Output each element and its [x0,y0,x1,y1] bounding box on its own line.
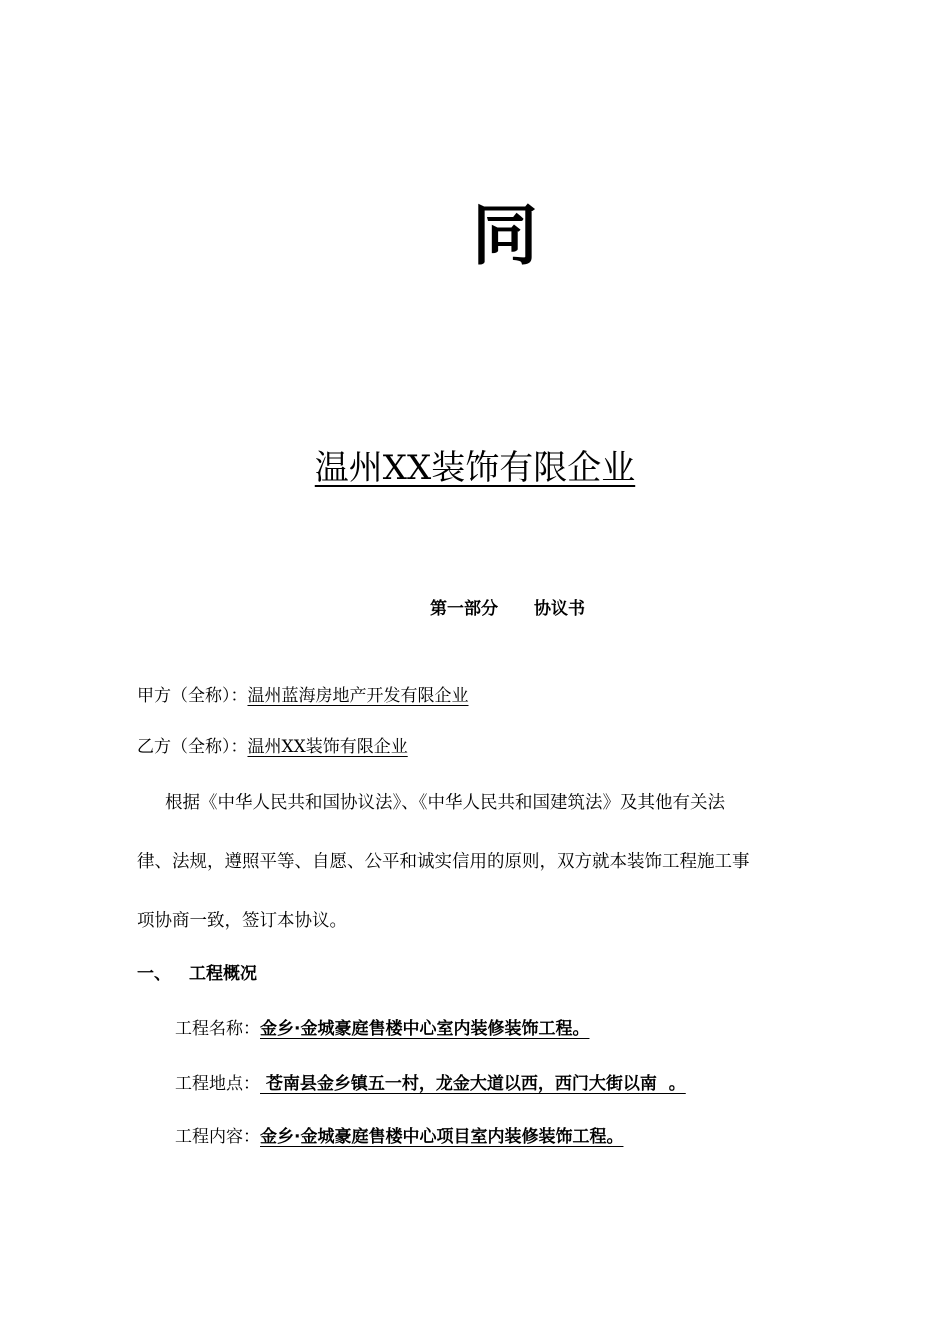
party-a-label: 甲方（全称）： [137,686,248,706]
project-content-line [175,1124,623,1150]
project-location-label: 工程地点： [175,1074,260,1094]
party-b-value: 温州XX装饰有限企业 [247,737,408,757]
intro-line-3: 项协商一致，签订本协议。 [137,911,347,931]
project-content-label: 工程内容： [175,1127,260,1147]
intro-line-2: 律、法规，遵照平等、自愿、公平和诚实信用的原则，双方就本装饰工程施工事 [137,852,750,872]
party-a-line [137,683,469,709]
part-label: 第一部分 [430,599,498,619]
project-location-value: 苍南县金乡镇五一村，龙金大道以西，西门大街以南 。 [260,1074,686,1094]
intro-line-1: 根据《中华人民共和国协议法》、《中华人民共和国建筑法》及其他有关法 [165,793,725,813]
cover-title-char: 同 [472,197,538,274]
section-number: 一、 [137,964,171,984]
cover-company-name [0,444,950,492]
party-b-label: 乙方（全称）： [137,737,248,757]
project-content-value: 金乡·金城豪庭售楼中心项目室内装修装饰工程。 [260,1127,624,1147]
project-name-label: 工程名称： [175,1019,260,1039]
section-title: 工程概况 [189,964,257,984]
party-a-value: 温州蓝海房地产开发有限企业 [247,686,469,706]
project-location-line [175,1071,686,1097]
party-b-line [137,734,408,760]
cover-company-text: 温州XX装饰有限企业 [314,448,636,488]
project-name-value: 金乡·金城豪庭售楼中心室内装修装饰工程。 [260,1019,590,1039]
project-name-line [175,1016,589,1042]
part-heading [430,596,585,622]
part-title: 协议书 [534,599,585,619]
section-heading [137,961,257,987]
